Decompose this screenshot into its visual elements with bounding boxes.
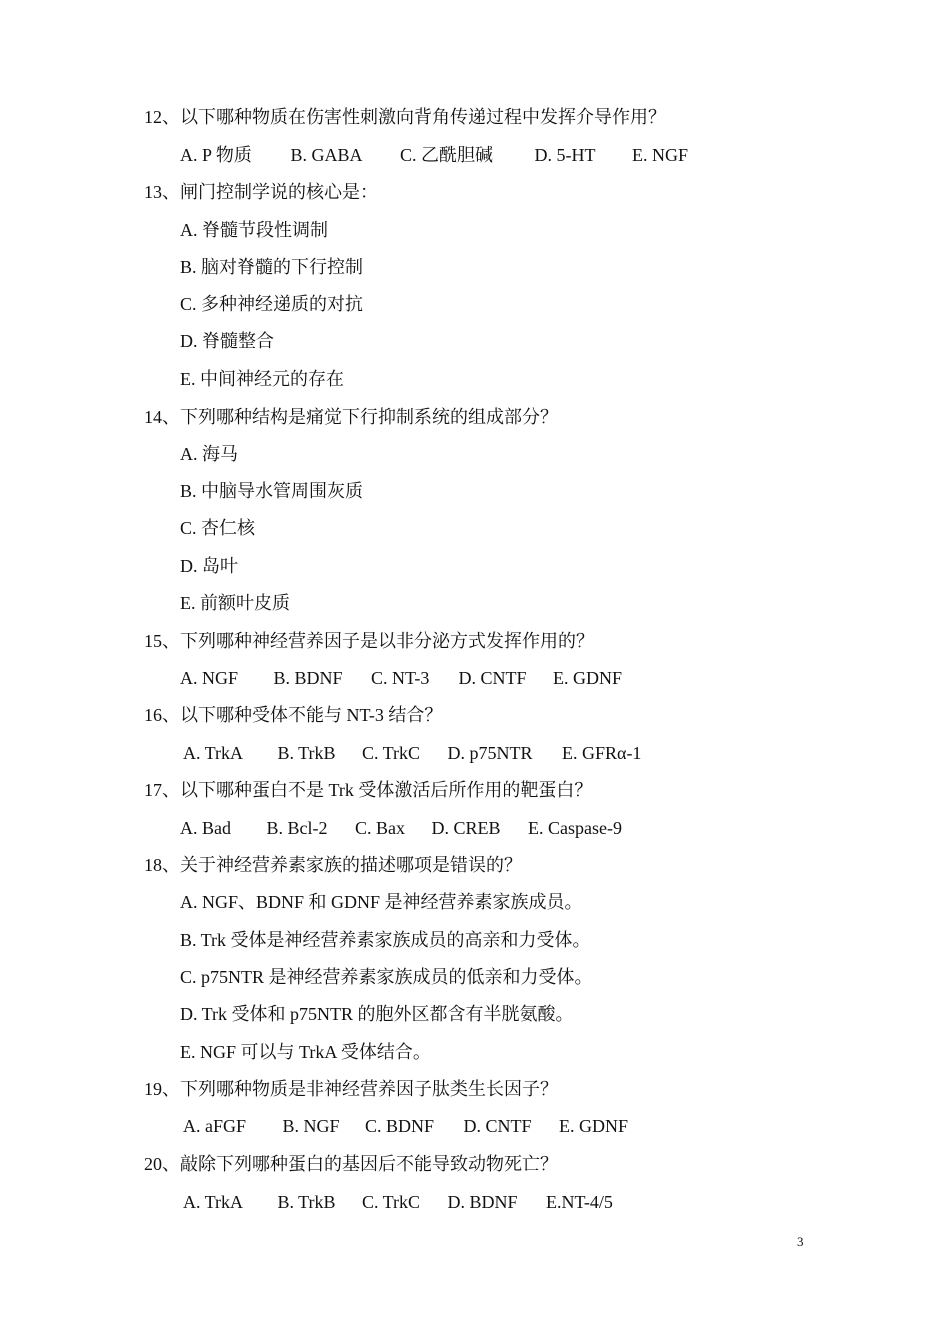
option: E. NGF 可以与 TrkA 受体结合。	[180, 1042, 431, 1062]
option: C. TrkC	[362, 1192, 421, 1212]
option: C. 乙酰胆碱	[400, 145, 494, 165]
option: A. 海马	[180, 444, 238, 464]
option: E. 前额叶皮质	[180, 593, 290, 613]
option: E. GDNF	[559, 1116, 629, 1136]
option: C. TrkC	[362, 743, 421, 763]
option: E. 中间神经元的存在	[180, 369, 344, 389]
question-options-row	[180, 666, 622, 690]
option: A. NGF、BDNF 和 GDNF 是神经营养素家族成员。	[180, 892, 583, 912]
question-stem: 13、闸门控制学说的核心是：	[144, 182, 378, 202]
option: B. 脑对脊髓的下行控制	[180, 257, 364, 277]
option: E. GDNF	[553, 668, 623, 688]
option: D. BDNF	[447, 1192, 518, 1212]
option: D. p75NTR	[447, 743, 533, 763]
option: A. P 物质	[180, 145, 252, 165]
option: B. Trk 受体是神经营养素家族成员的高亲和力受体。	[180, 930, 591, 950]
option: E.NT-4/5	[546, 1192, 613, 1212]
question-options-row	[180, 816, 622, 840]
option: C. 多种神经递质的对抗	[180, 294, 364, 314]
option: E. GFRα-1	[562, 743, 642, 763]
option: C. 杏仁核	[180, 518, 256, 538]
option: D. 5-HT	[534, 145, 596, 165]
option: B. NGF	[282, 1116, 340, 1136]
option: C. BDNF	[365, 1116, 435, 1136]
option: A. TrkA	[183, 743, 244, 763]
question-options-row	[180, 143, 688, 167]
question-stem: 14、下列哪种结构是痛觉下行抑制系统的组成部分？	[144, 407, 558, 427]
option: C. NT-3	[371, 668, 430, 688]
question-options-row	[183, 1190, 613, 1214]
option: C. Bax	[355, 818, 406, 838]
option: A. 脊髓节段性调制	[180, 220, 328, 240]
option: E. NGF	[632, 145, 689, 165]
question-options-row	[183, 1114, 628, 1138]
question-stem: 12、以下哪种物质在伤害性刺激向背角传递过程中发挥介导作用？	[144, 107, 666, 127]
option: A. aFGF	[183, 1116, 247, 1136]
question-stem: 20、敲除下列哪种蛋白的基因后不能导致动物死亡？	[144, 1154, 558, 1174]
option: B. BDNF	[273, 668, 343, 688]
option: D. 脊髓整合	[180, 331, 274, 351]
option: B. Bcl-2	[266, 818, 328, 838]
option: A. TrkA	[183, 1192, 244, 1212]
option: B. TrkB	[277, 743, 336, 763]
question-stem: 17、以下哪种蛋白不是 Trk 受体激活后所作用的靶蛋白？	[144, 780, 593, 800]
option: A. Bad	[180, 818, 231, 838]
question-stem: 19、下列哪种物质是非神经营养因子肽类生长因子？	[144, 1079, 558, 1099]
page-number: 3	[797, 1234, 804, 1249]
option: D. 岛叶	[180, 556, 238, 576]
question-stem: 18、关于神经营养素家族的描述哪项是错误的？	[144, 855, 522, 875]
option: D. CREB	[431, 818, 501, 838]
option: B. 中脑导水管周围灰质	[180, 481, 364, 501]
option: D. CNTF	[463, 1116, 532, 1136]
option: D. CNTF	[458, 668, 527, 688]
option: C. p75NTR 是神经营养素家族成员的低亲和力受体。	[180, 967, 593, 987]
question-stem: 15、下列哪种神经营养因子是以非分泌方式发挥作用的？	[144, 631, 594, 651]
option: B. TrkB	[277, 1192, 336, 1212]
option: A. NGF	[180, 668, 239, 688]
option: B. GABA	[290, 145, 363, 165]
question-stem: 16、以下哪种受体不能与 NT-3 结合？	[144, 705, 443, 725]
question-options-row	[183, 741, 641, 765]
option: E. Caspase-9	[528, 818, 622, 838]
option: D. Trk 受体和 p75NTR 的胞外区都含有半胱氨酸。	[180, 1004, 574, 1024]
